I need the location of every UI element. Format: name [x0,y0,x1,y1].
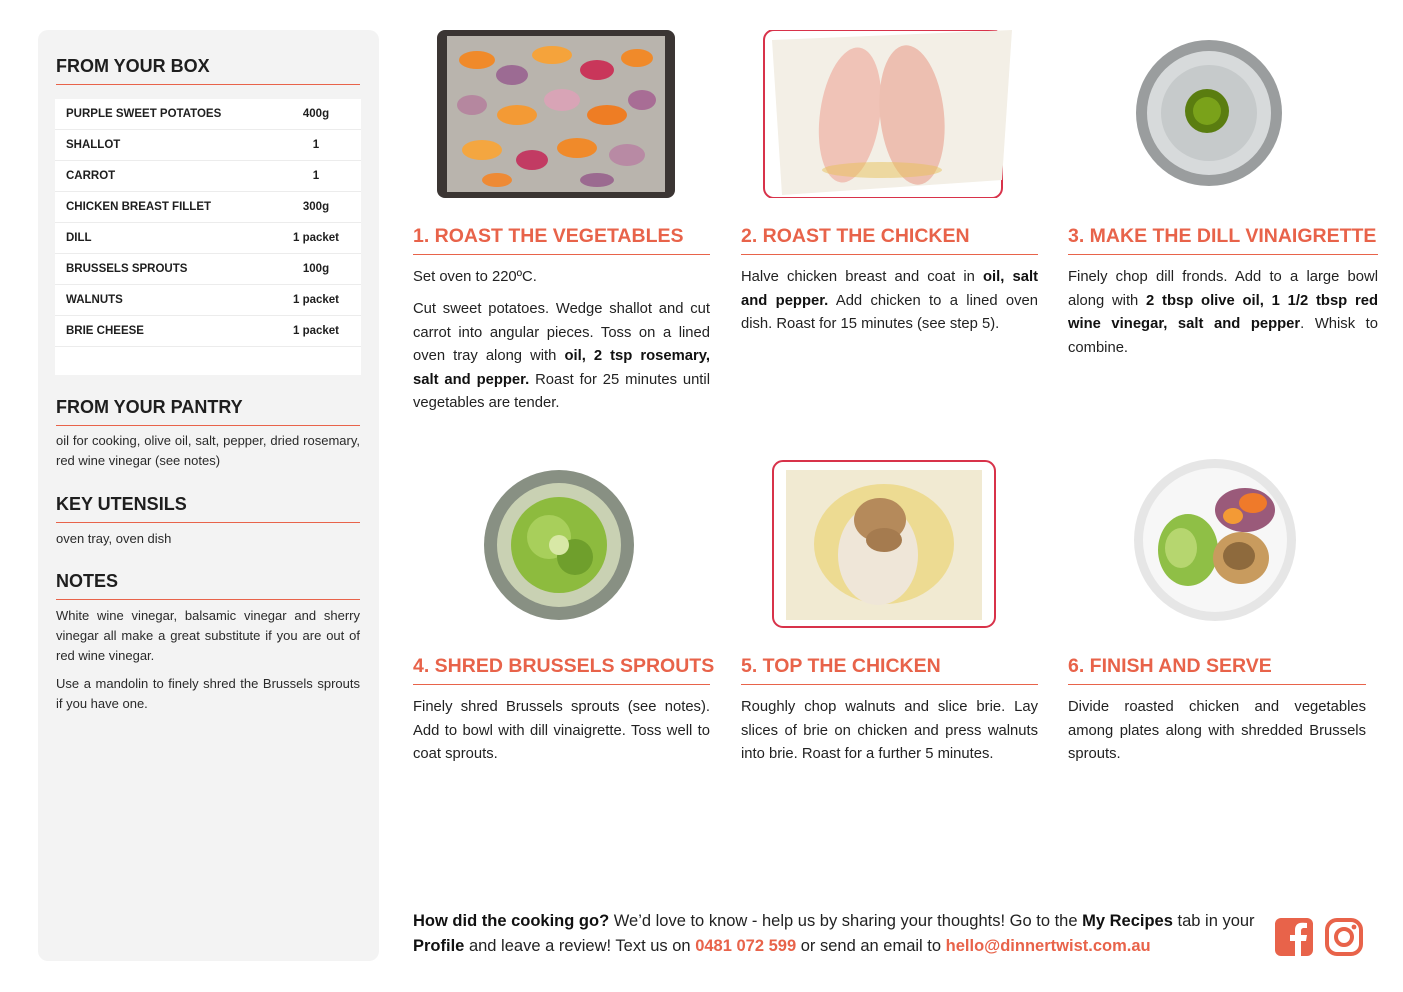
ingredient-qty: 1 [312,170,320,182]
ingredient-qty: 1 packet [292,232,340,244]
step-5-text: Roughly chop walnuts and slice brie. Lay slices of brie on chicken and press walnuts into brie. Roast for a further 5 minutes. [741,699,1038,762]
ingredient-qty: 400g [302,108,330,120]
step-6-title: 6. FINISH AND SERVE [1068,655,1366,685]
ingredient-name: SHALLOT [66,139,121,151]
ingredients-sidebar [38,30,379,961]
table-row [55,285,361,316]
utensils-text: oven tray, oven dish [56,531,172,546]
dill-vinaigrette-photo [1135,39,1283,187]
facebook-icon[interactable] [1275,918,1313,961]
notes-paragraph: Use a mandolin to finely shred the Brussels sprouts if you have one. [56,676,360,711]
from-your-box-heading: FROM YOUR BOX [56,56,360,85]
table-row [55,223,361,254]
step-4-text: Finely shred Brussels sprouts (see notes). Add to bowl with dill vinaigrette. Toss well to coat sprouts. [413,699,710,762]
step-4-title: 4. SHRED BRUSSELS SPROUTS [413,655,710,685]
table-row [55,99,361,130]
ingredients-table [55,99,361,375]
from-your-pantry-heading: FROM YOUR PANTRY [56,397,360,426]
step-1-title: 1. ROAST THE VEGETABLES [413,225,710,255]
step-3-title: 3. MAKE THE DILL VINAIGRETTE [1068,225,1378,255]
profile-link[interactable]: Profile [413,937,465,955]
roast-chicken-photo [762,30,1018,198]
ingredient-qty: 1 packet [292,294,340,306]
footer-question: How did the cooking go? [413,912,610,930]
table-row [55,130,361,161]
instagram-icon[interactable] [1325,918,1363,961]
ingredient-name: CHICKEN BREAST FILLET [66,201,212,213]
step-6-text: Divide roasted chicken and vegetables among plates along with shredded Brussels sprouts. [1068,699,1366,762]
email-link[interactable]: hello@dinnertwist.com.au [945,937,1151,955]
phone-link[interactable]: 0481 072 599 [695,937,797,955]
step-2-title: 2. ROAST THE CHICKEN [741,225,1038,255]
brussels-sprouts-photo [483,469,635,621]
ingredient-qty: 100g [302,263,330,275]
my-recipes-link[interactable]: My Recipes [1082,912,1173,930]
table-row [55,161,361,192]
feedback-footer: How did the cooking go? We’d love to know - help us by sharing your thoughts! Go to the My Recipes tab in your Profile and leave a review! Text us on 0481 072 599 or send an email to hello@dinnertwist.com.au [413,912,1255,955]
step-5-title: 5. TOP THE CHICKEN [741,655,1038,685]
ingredient-name: CARROT [66,170,116,182]
table-row [55,316,361,347]
step-1-text: Cut sweet potatoes. Wedge shallot and cut carrot into angular pieces. Toss on a lined oven tray along with oil, 2 tsp rosemary, salt and pepper. Roast for 25 minutes until vegetables are tender. [413,301,710,411]
step-3-text: Finely chop dill fronds. Add to a large bowl along with 2 tbsp olive oil, 1 1/2 tbsp red wine vinegar, salt and pepper. Whisk to combine. [1068,269,1378,356]
finished-plate-photo [1133,458,1297,622]
step-2-text: Halve chicken breast and coat in oil, salt and pepper. Add chicken to a lined oven dish. Roast for 15 minutes (see step 5). [741,269,1039,332]
ingredient-name: BRIE CHEESE [66,325,144,337]
ingredient-qty: 1 [312,139,320,151]
ingredient-qty: 1 packet [292,325,340,337]
notes-heading: NOTES [56,571,360,600]
ingredient-name: WALNUTS [66,294,123,306]
ingredient-qty: 300g [302,201,330,213]
roast-vegetables-photo [437,30,675,198]
ingredient-name: DILL [66,232,92,244]
notes-paragraph: White wine vinegar, balsamic vinegar and sherry vinegar all make a great substitute if you are out of red wine vinegar. [56,608,360,663]
step-1-text: Set oven to 220ºC. [413,269,537,285]
top-chicken-photo [772,460,996,628]
table-row [55,254,361,285]
key-utensils-heading: KEY UTENSILS [56,494,360,523]
pantry-text: oil for cooking, olive oil, salt, pepper, dried rosemary, red wine vinegar (see notes) [56,433,360,468]
ingredient-name: BRUSSELS SPROUTS [66,263,188,275]
table-row [55,192,361,223]
ingredient-name: PURPLE SWEET POTATOES [66,108,222,120]
